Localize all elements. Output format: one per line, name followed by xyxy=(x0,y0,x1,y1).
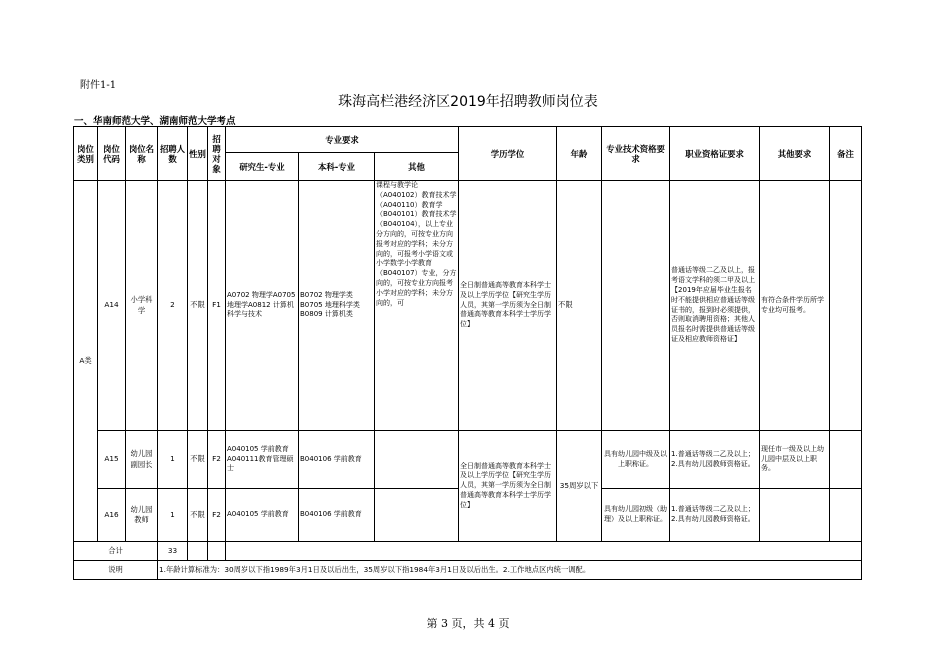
count-cell: 1 xyxy=(158,489,188,542)
cert-cell: 1.普通话等级二乙及以上；2.具有幼儿园教师资格证。 xyxy=(670,431,760,489)
undergrad-major-cell: B0702 物理学类B0705 地理科学类B0809 计算机类 xyxy=(299,181,375,431)
page-footer: 第 3 页，共 4 页 xyxy=(426,617,510,630)
other-req-cell: 有符合条件学历所学专业均可报考。 xyxy=(760,181,830,431)
total-blank xyxy=(226,542,862,561)
age-cell: 不限 xyxy=(557,181,602,431)
header-code: 岗位代码 xyxy=(98,127,126,181)
header-count: 招聘人数 xyxy=(158,127,188,181)
header-degree: 学历学位 xyxy=(459,127,557,181)
target-cell: F1 xyxy=(208,181,226,431)
code-cell: A16 xyxy=(98,489,126,542)
count-cell: 1 xyxy=(158,431,188,489)
note-label: 说明 xyxy=(74,561,158,580)
total-blank xyxy=(188,542,208,561)
undergrad-major-cell: B040106 学前教育 xyxy=(299,489,375,542)
title-req-cell xyxy=(602,181,670,431)
other-major-cell xyxy=(375,431,459,489)
page-title: 珠海高栏港经济区2019年招聘教师岗位表 xyxy=(338,94,598,110)
total-label: 合计 xyxy=(74,542,158,561)
header-major-grad: 研究生-专业 xyxy=(226,153,299,181)
title-req-cell: 具有幼儿园中级及以上职称证。 xyxy=(602,431,670,489)
other-req-cell: 现任市一级及以上幼儿园中层及以上职务。 xyxy=(760,431,830,489)
other-req-cell xyxy=(760,489,830,542)
header-cert: 职业资格证要求 xyxy=(670,127,760,181)
header-major-other: 其他 xyxy=(375,153,459,181)
other-major-cell xyxy=(375,181,459,431)
header-category: 岗位类别 xyxy=(74,127,98,181)
total-value: 33 xyxy=(158,542,188,561)
section-heading: 一、华南师范大学、湖南师范大学考点 xyxy=(74,116,236,127)
other-major-cell xyxy=(375,489,459,542)
grad-major-cell: A040105 学前教育A040111教育管理硕士 xyxy=(226,431,299,489)
remark-cell xyxy=(830,489,862,542)
header-gender: 性别 xyxy=(188,127,208,181)
undergrad-major-cell: B040106 学前教育 xyxy=(299,431,375,489)
category-cell: A类 xyxy=(74,181,98,542)
age-cell: 35周岁以下 xyxy=(557,431,602,542)
target-cell: F2 xyxy=(208,431,226,489)
degree-cell: 全日制普通高等教育本科学士及以上学历学位【研究生学历人员，其第一学历须为全日制普通高等教育本科学士学历学位】 xyxy=(459,181,557,431)
title-req-cell: 具有幼儿园初级（助理）及以上职称证。 xyxy=(602,489,670,542)
target-cell: F2 xyxy=(208,489,226,542)
cert-cell: 普通话等级二乙及以上，报考语文学科的须二甲及以上【2019年应届毕业生报名时不能提供相应普通话等级证书的，报到时必须提供，否则取消聘用资格；其他人员报名时需提供普通话等级证及相应教师资格证】 xyxy=(670,181,760,431)
header-remark: 备注 xyxy=(830,127,862,181)
gender-cell: 不限 xyxy=(188,181,208,431)
note-row xyxy=(74,561,862,580)
header-target: 招聘对象 xyxy=(208,127,226,181)
header-age: 年龄 xyxy=(557,127,602,181)
other-major-text: 课程与教学论（A040102）教育技术学（A040110）教育学（B040101）教育技术学（B040104），以上专业分方向的，可按专业方向报考对应的学科；未分方向的，可报考小学语文或小学数学小学教育（B040107）专业，分方向的，可按专业方向报考小学对应的学科；未分方向的，可 xyxy=(376,181,457,307)
header-major-group: 专业要求 xyxy=(226,127,459,153)
header-row xyxy=(74,127,862,153)
remark-cell xyxy=(830,431,862,489)
post-name-cell: 小学科学 xyxy=(126,181,158,431)
total-row xyxy=(74,542,862,561)
grad-major-cell: A0702 物理学A0705 地理学A0812 计算机科学与技术 xyxy=(226,181,299,431)
total-blank xyxy=(208,542,226,561)
remark-cell xyxy=(830,181,862,431)
header-title-req: 专业技术资格要求 xyxy=(602,127,670,181)
cert-cell: 1.普通话等级二乙及以上；2.具有幼儿园教师资格证。 xyxy=(670,489,760,542)
recruitment-table xyxy=(73,126,862,580)
post-name-cell: 幼儿园副园长 xyxy=(126,431,158,489)
code-cell: A15 xyxy=(98,431,126,489)
gender-cell: 不限 xyxy=(188,489,208,542)
table-row xyxy=(74,181,862,431)
grad-major-cell: A040105 学前教育 xyxy=(226,489,299,542)
gender-cell: 不限 xyxy=(188,431,208,489)
code-cell: A14 xyxy=(98,181,126,431)
annex-label: 附件1-1 xyxy=(80,80,117,91)
degree-cell: 全日制普通高等教育本科学士及以上学历学位【研究生学历人员，其第一学历须为全日制普通高等教育本科学士学历学位】 xyxy=(459,431,557,542)
header-other-req: 其他要求 xyxy=(760,127,830,181)
post-name-cell: 幼儿园教师 xyxy=(126,489,158,542)
header-name: 岗位名称 xyxy=(126,127,158,181)
table-row xyxy=(74,431,862,489)
header-major-undergrad: 本科-专业 xyxy=(299,153,375,181)
note-text: 1.年龄计算标准为：30周岁以下指1989年3月1日及以后出生，35周岁以下指1984年3月1日及以后出生。2.工作地点区内统一调配。 xyxy=(158,561,862,580)
count-cell: 2 xyxy=(158,181,188,431)
